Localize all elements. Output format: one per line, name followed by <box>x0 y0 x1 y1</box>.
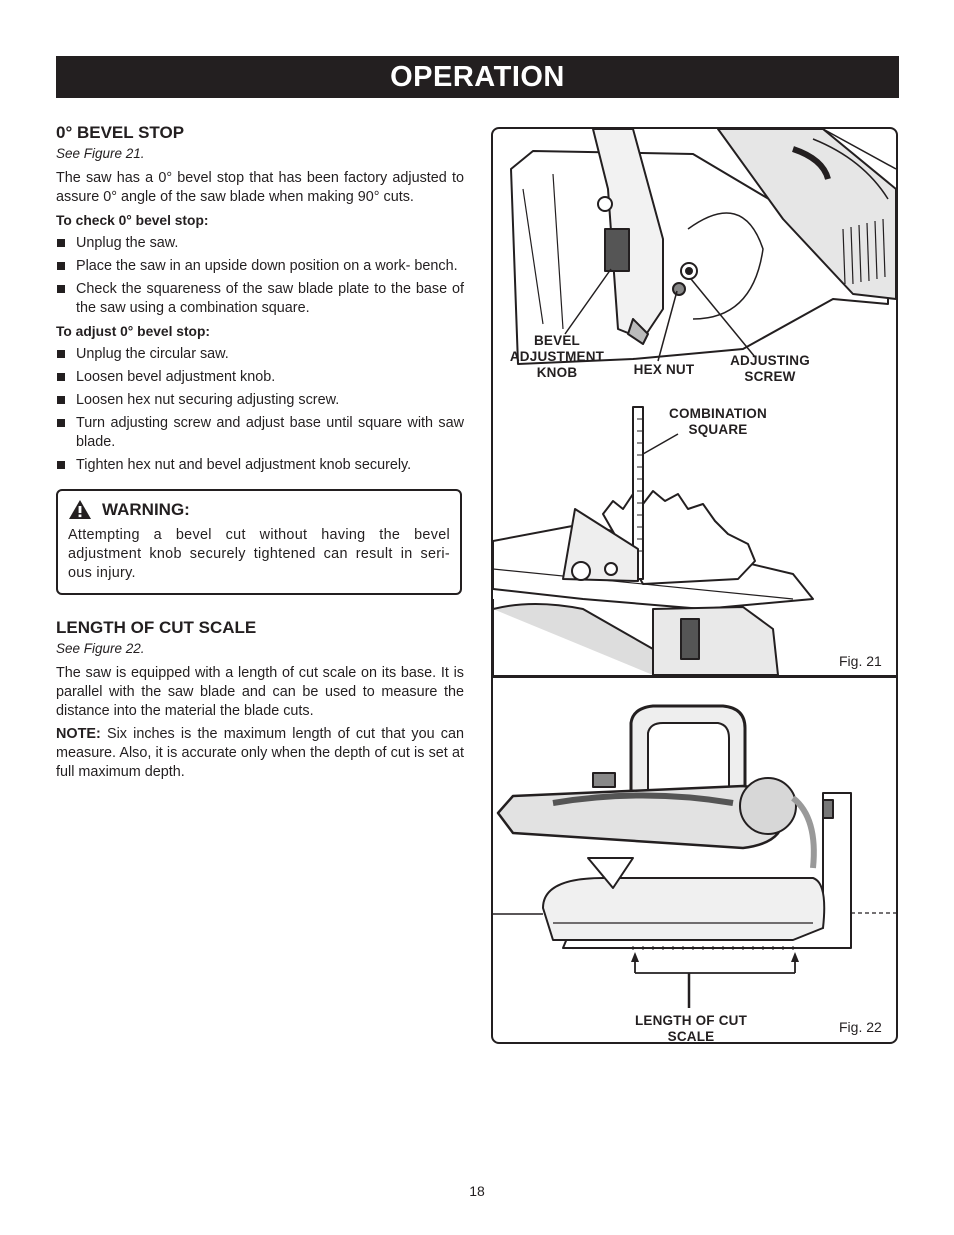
callout-length-of-cut-scale: LENGTH OF CUT SCALE <box>634 1013 748 1044</box>
bevel-stop-see-figure: See Figure 21. <box>56 146 145 161</box>
warning-box <box>56 489 462 595</box>
list-item: Unplug the saw. <box>56 234 464 253</box>
check-list <box>56 234 464 318</box>
length-of-cut-heading: LENGTH OF CUT SCALE <box>56 618 257 637</box>
bevel-stop-intro: The saw has a 0° bevel stop that has been factory adjusted to assure 0° angle of the saw blade when making 90° cuts. <box>56 170 464 205</box>
warning-title-text: WARNING: <box>102 500 190 519</box>
check-heading: To check 0° bevel stop: <box>56 213 209 228</box>
page-title: OPERATION <box>56 56 899 98</box>
figure-21-label: Fig. 21 <box>839 653 882 669</box>
warning-title <box>68 499 450 520</box>
adjust-list <box>56 345 464 475</box>
list-item: Turn adjusting screw and adjust base until square with saw blade. <box>56 414 464 452</box>
length-of-cut-note <box>56 725 464 782</box>
list-item: Place the saw in an upside down position on a work- bench. <box>56 257 464 276</box>
warning-triangle-icon <box>68 499 92 520</box>
callout-adjusting-screw: ADJUSTING SCREW <box>730 353 810 384</box>
figure-22-illustration <box>493 678 896 1042</box>
note-text: Six inches is the maximum length of cut that you can measure. Also, it is accurate only when the depth of cut is set at full maximum depth. <box>56 726 464 780</box>
note-label: NOTE: <box>56 726 101 742</box>
figure-21-illustration <box>493 129 896 675</box>
warning-text: Attempting a bevel cut without having the bevel adjustment knob securely tightened can result in seri- ous injury. <box>68 527 450 581</box>
page-number: 18 <box>469 1183 485 1199</box>
callout-combination-square: COMBINATION SQUARE <box>669 406 767 437</box>
callout-hex-nut: HEX NUT <box>633 362 695 377</box>
length-of-cut-see-figure: See Figure 22. <box>56 641 145 656</box>
adjust-heading: To adjust 0° bevel stop: <box>56 324 210 339</box>
length-of-cut-intro: The saw is equipped with a length of cut scale on its base. It is parallel with the saw blade and can be used to measure the distance into the material the blade cuts. <box>56 665 464 719</box>
list-item: Loosen hex nut securing adjusting screw. <box>56 391 464 410</box>
list-item: Unplug the circular saw. <box>56 345 464 364</box>
callout-bevel-adjustment-knob: BEVEL ADJUSTMENT KNOB <box>509 333 605 380</box>
bevel-stop-heading: 0° BEVEL STOP <box>56 123 185 142</box>
list-item: Check the squareness of the saw blade plate to the base of the saw using a combination square. <box>56 280 464 318</box>
list-item: Loosen bevel adjustment knob. <box>56 368 464 387</box>
figure-22-label: Fig. 22 <box>839 1019 882 1035</box>
list-item: Tighten hex nut and bevel adjustment knob securely. <box>56 456 464 475</box>
text-column <box>56 122 464 786</box>
figure-panel <box>491 127 898 1044</box>
